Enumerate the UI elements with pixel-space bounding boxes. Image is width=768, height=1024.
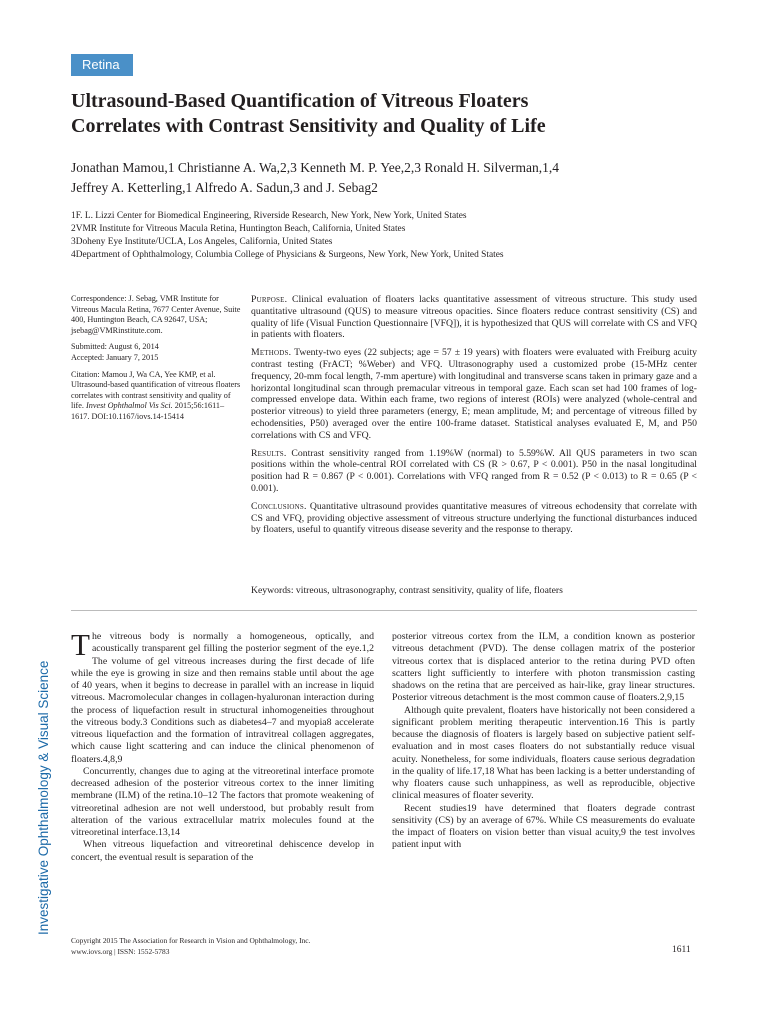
accepted-date: Accepted: January 7, 2015 (71, 352, 159, 362)
paragraph: When vitreous liquefaction and vitreoretinal dehiscence develop in concert, the eventual result is separation of the (71, 839, 374, 863)
authors-line-2: Jeffrey A. Ketterling,1 Alfredo A. Sadun,3 and J. Sebag2 (71, 180, 378, 195)
author-list (71, 158, 711, 198)
results-text: Contrast sensitivity ranged from 1.19%W (normal) to 5.59%W. All QUS parameters in two scan positions within the whole-central ROI correlated with CS (R > 0.67, P < 0.001). P50 in the nasal longitudinal position had R = 0.867 (P < 0.001). Correlations with VFQ ranged from R = 0.52 (P < 0.013) to R = 0.65 (P < 0.001). (251, 447, 697, 494)
conclusions-label: Conclusions. (251, 500, 307, 512)
paragraph: Concurrently, changes due to aging at the vitreoretinal interface promote decreased adhesion of the posterior vitreous cortex to the inner limiting membrane (ILM) of the retina.10–12 The factors that promote weakening of vitreoretinal adhesion are not well understood, but probably result from alteration of the various extracellular matrix molecules found at the vitreoretinal interface.13,14 (71, 765, 374, 838)
methods-text: Twenty-two eyes (22 subjects; age = 57 ± 19 years) with floaters were evaluated with Freiburg acuity contrast testing (FrACT; %Weber) and VFQ. Ultrasonography used a customized probe (15-MHz center frequency, 20-mm focal length, 7-mm aperture) with longitudinal and transverse scans taken in primary gaze and a horizontal longitudinal scan through premacular vitreous in temporal gaze. Each scan set had 100 frames of log-compressed envelope data. Within each frame, two regions of interest (ROIs) were analyzed (whole-central and posterior vitreous) to yield three parameters (energy, E; mean amplitude, M; and percentage of vitreous filled by echodensities, P50) averaged over the entire 100-frame dataset. Statistical analyses evaluated E, M, and P50 correlations with CS and VFQ. (251, 347, 697, 441)
copyright-footer (71, 935, 491, 957)
journal-url-issn: www.iovs.org | ISSN: 1552-5783 (71, 947, 170, 956)
citation-journal: Invest Ophthalmol Vis Sci. (86, 401, 173, 411)
dates (71, 342, 241, 363)
article-title (71, 89, 711, 139)
methods-label: Methods. (251, 347, 292, 359)
correspondence: Correspondence: J. Sebag, VMR Institute for Vitreous Macula Retina, 7677 Center Avenue, Suite 400, Huntington Beach, CA 92647, USA; jsebag@VMRinstitute.com. (71, 294, 241, 335)
conclusions-text: Quantitative ultrasound provides quantitative measures of vitreous echodensity that correlate with CS and VFQ, providing objective assessment of vitreous structure underlying the functional disturbances induced by floaters, useful to quantify vitreous disease severity and the response to therapy. (251, 500, 698, 536)
citation (71, 370, 241, 423)
paragraph-text: he vitreous body is normally a homogeneous, optically, and acoustically transparent gel filling the posterior segment of the eye.1,2 The volume of gel vitreous increases during the first decade of life while the eye is growing in size and then remains stable until about the age of 40 years, when it begins to decrease in parallel with an increase in liquid vitreous. Macromolecular changes in collagen-hyaluronan interaction during the process of liquefaction result in structural inhomogeneities throughout the vitreous body.3 Conditions such as diabetes4–7 and myopia8 accelerate vitreous liquefaction and the formation of intravitreal collagen aggregates, which cause light scattering and can induce the clinical phenomenon of floaters.4,8,9 (71, 631, 374, 765)
affiliation: 2VMR Institute for Vitreous Macula Retina, Huntington Beach, California, United States (71, 224, 406, 234)
abstract-results (251, 448, 697, 495)
body-column-1 (71, 627, 374, 864)
drop-cap: T (71, 627, 90, 662)
body-column-2 (392, 631, 695, 852)
copyright-line: Copyright 2015 The Association for Research in Vision and Ophthalmology, Inc. (71, 936, 311, 945)
citation-details: 2015;56:1611–1617. DOI:10.1167/iovs.14-15414 (71, 401, 225, 421)
journal-name-vertical: Investigative Ophthalmology & Visual Science (36, 660, 51, 935)
purpose-text: Clinical evaluation of floaters lacks quantitative assessment of vitreous structure. This study used quantitative ultrasound (QUS) to measure vitreous opacities. Since floaters reduce contrast sensitivity (CS) and quality of life (Visual Function Questionnaire [VFQ]), it is hypothesized that QUS will correlate with CS and VFQ in patients with floaters. (251, 294, 697, 341)
authors-line-1: Jonathan Mamou,1 Christianne A. Wa,2,3 Kenneth M. P. Yee,2,3 Ronald H. Silverman,1,4 (71, 160, 560, 175)
affiliation: 4Department of Ophthalmology, Columbia College of Physicians & Surgeons, New York, New York, United States (71, 250, 504, 260)
title-line-2: Correlates with Contrast Sensitivity and Quality of Life (71, 115, 546, 137)
article-info-sidebar (71, 294, 241, 429)
abstract (251, 294, 697, 542)
abstract-conclusions (251, 501, 697, 536)
results-label: Results. (251, 447, 287, 459)
paragraph: posterior vitreous cortex from the ILM, a condition known as posterior vitreous detachment (PVD). The dense collagen matrix of the posterior vitreous cortex that is displaced anterior to the retina during PVD often scatters light sufficiently to interfere with photon transmission casting shadows on the retina that are perceived as hair-like, gray linear structures. Posterior vitreous detachment is the most common cause of floaters.2,9,15 (392, 631, 695, 704)
divider (71, 610, 697, 611)
title-line-1: Ultrasound-Based Quantification of Vitreous Floaters (71, 90, 529, 112)
affiliations (71, 210, 711, 262)
keywords: Keywords: vitreous, ultrasonography, contrast sensitivity, quality of life, floaters (251, 585, 563, 596)
submitted-date: Submitted: August 6, 2014 (71, 342, 159, 352)
citation-text: Citation: Mamou J, Wa CA, Yee KMP, et al. Ultrasound-based quantification of vitreous floaters correlates with contrast sensitivity and quality of life. (71, 369, 241, 411)
paragraph: Although quite prevalent, floaters have historically not been considered a significant problem meriting therapeutic intervention.16 This is partly because the diagnosis of floaters is largely based on subjective patient self-evaluation and in most cases floaters do not substantially reduce visual acuity. Nonetheless, for some individuals, floaters cause serious degradation in the quality of life.17,18 What has been lacking is a better understanding of why floaters cause such unhappiness, as well as reproducible, objective clinical measures of floater severity. (392, 704, 695, 802)
page-number: 1611 (672, 945, 691, 955)
affiliation: 3Doheny Eye Institute/UCLA, Los Angeles, California, United States (71, 237, 333, 247)
paragraph (71, 627, 374, 766)
abstract-purpose (251, 294, 697, 341)
affiliation: 1F. L. Lizzi Center for Biomedical Engineering, Riverside Research, New York, New York, United States (71, 211, 467, 221)
section-tag: Retina (71, 54, 133, 76)
abstract-methods (251, 347, 697, 441)
purpose-label: Purpose. (251, 294, 288, 305)
paragraph: Recent studies19 have determined that floaters degrade contrast sensitivity (CS) by an average of 67%. While CS measurements do evaluate the impact of floaters on vision better than visual acuity,9 the test involves patient input with (392, 802, 695, 851)
